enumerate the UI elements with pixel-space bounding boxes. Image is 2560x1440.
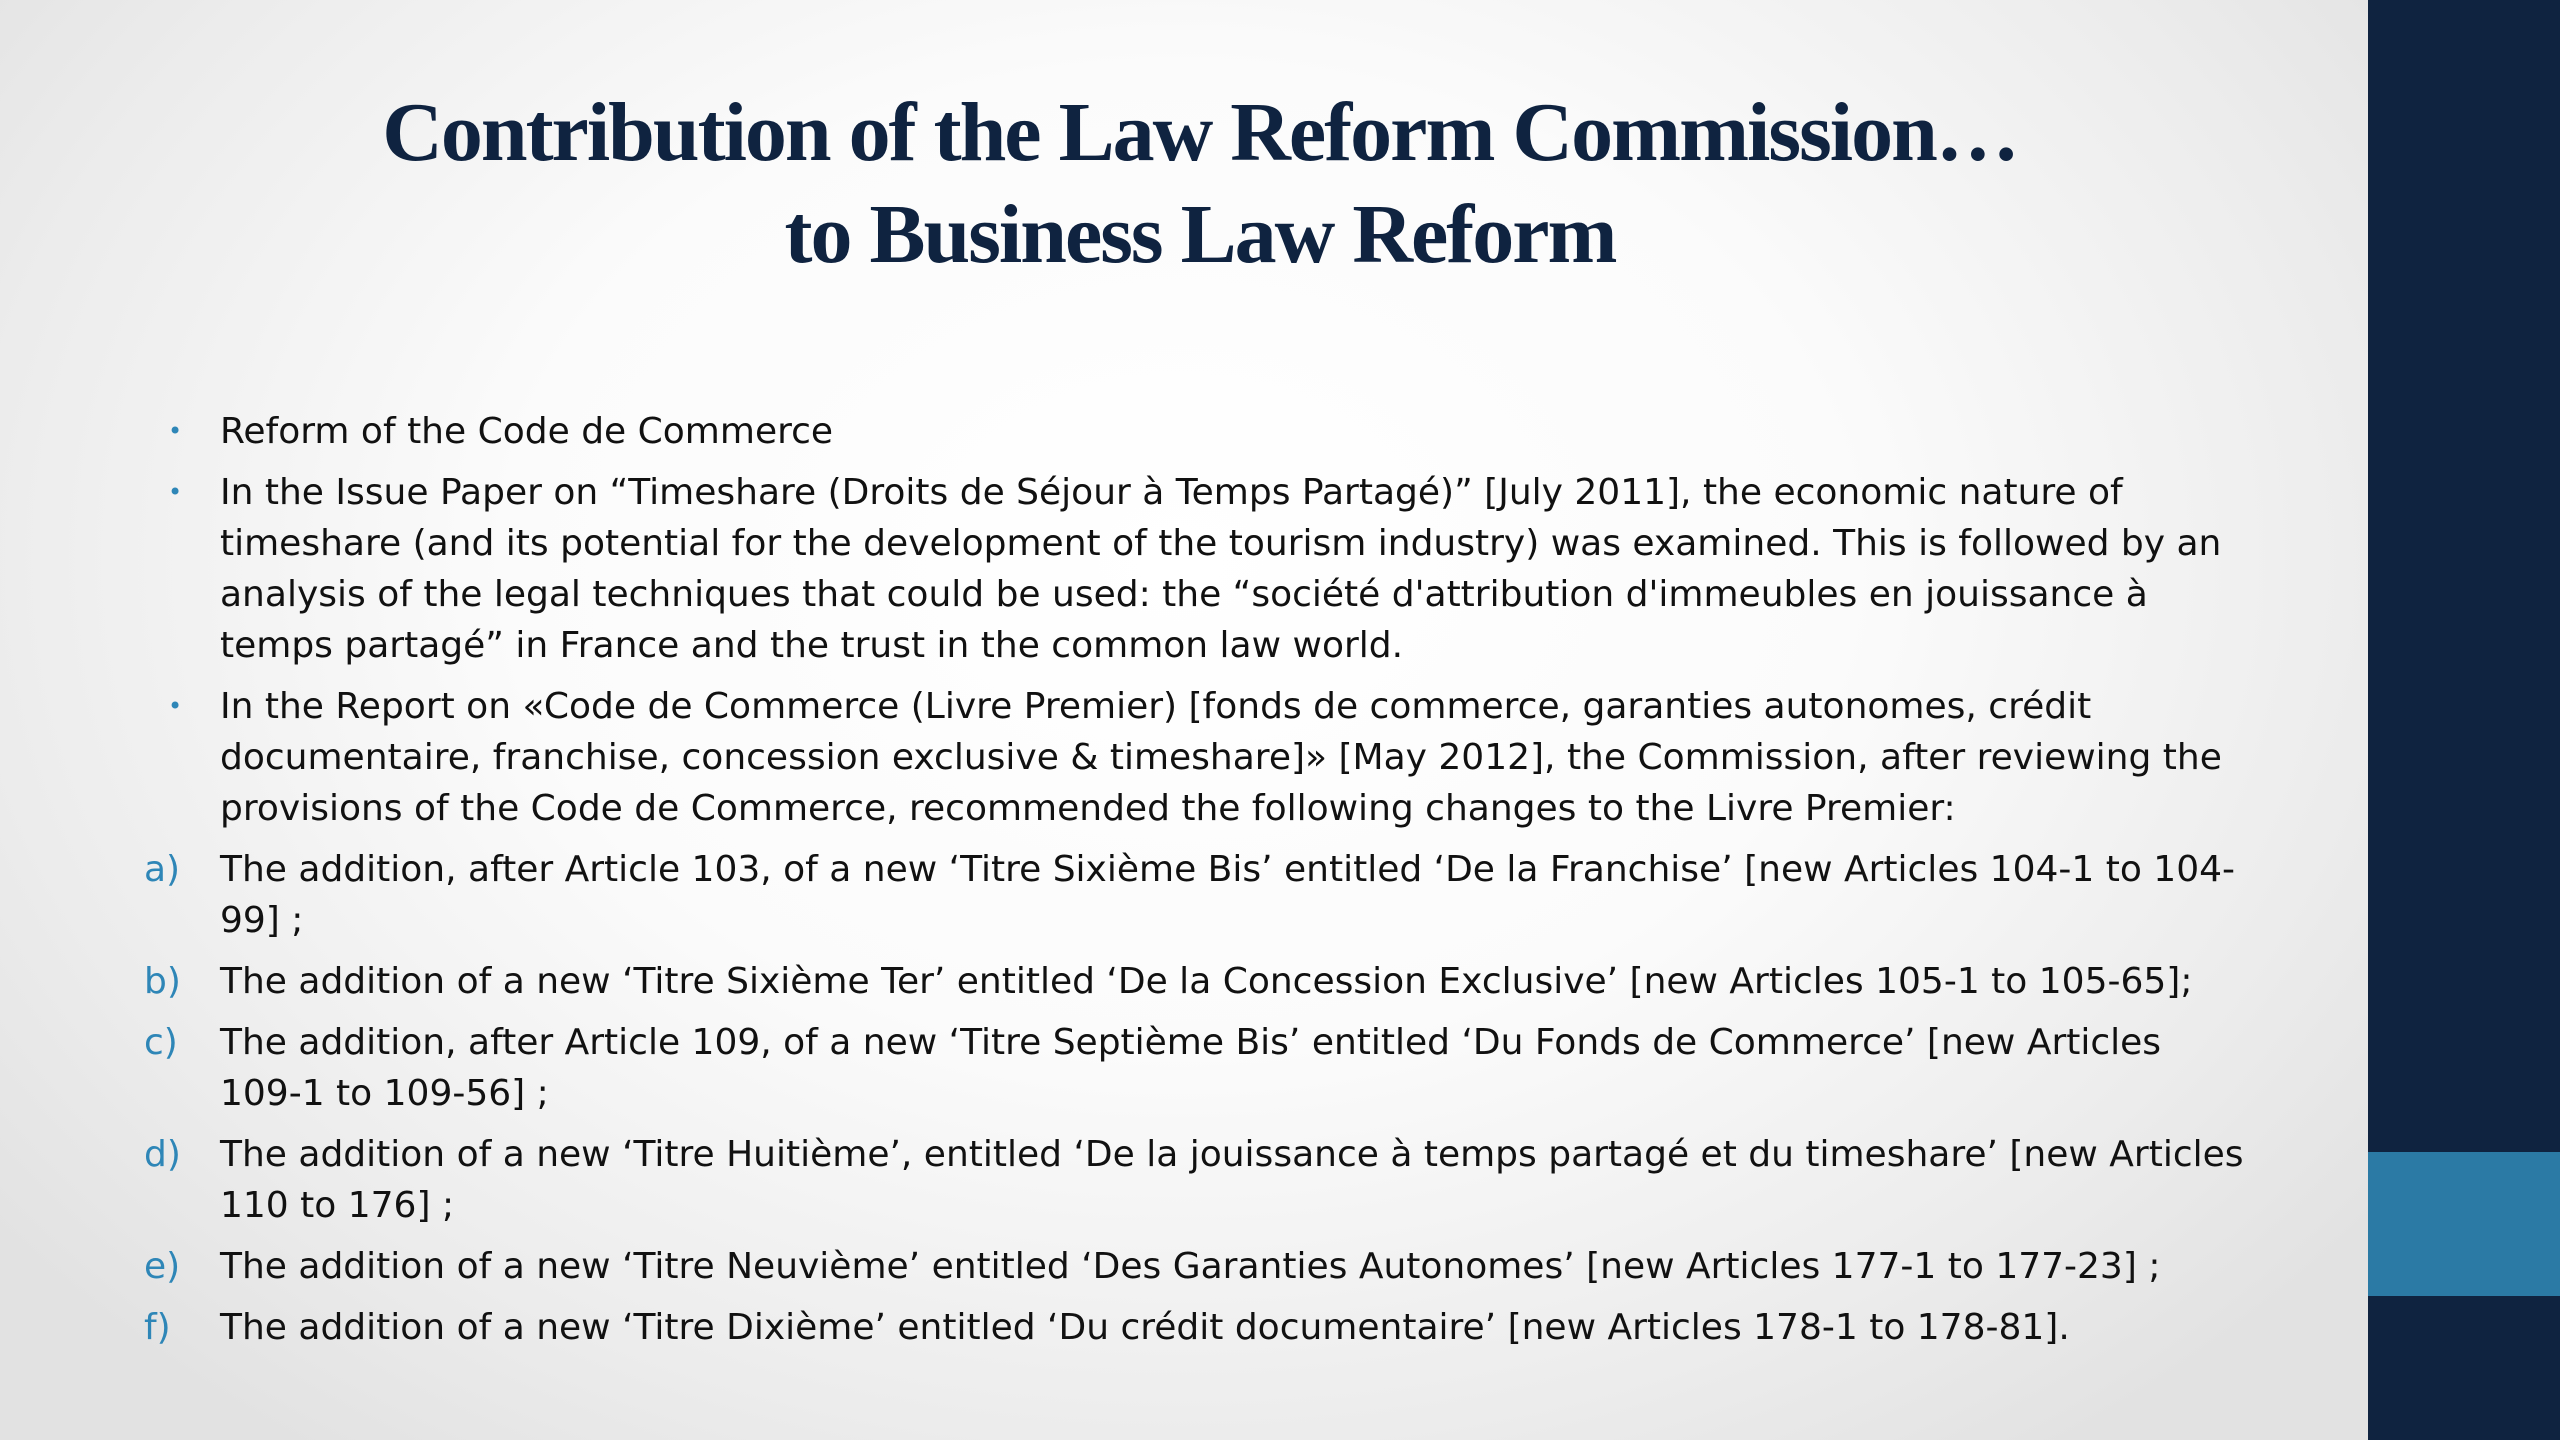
list-item xyxy=(144,956,2244,1007)
title-line-2: to Business Law Reform xyxy=(784,188,1616,281)
side-accent xyxy=(2368,1152,2560,1296)
bullet-marker: • xyxy=(168,692,183,720)
bullet-marker: • xyxy=(168,417,183,445)
title-line-1: Contribution of the Law Reform Commission… xyxy=(382,86,2018,179)
slide-title xyxy=(80,82,2320,286)
list-item xyxy=(144,1129,2244,1231)
letter-marker: e) xyxy=(144,1246,181,1287)
letter-marker: b) xyxy=(144,961,181,1002)
slide-content xyxy=(144,406,2244,1363)
list-item xyxy=(144,406,2244,457)
letter-marker: d) xyxy=(144,1134,181,1175)
list-item xyxy=(144,1241,2244,1292)
letter-marker: a) xyxy=(144,849,181,890)
list-item-text: The addition of a new ‘Titre Sixième Ter’ entitled ‘De la Concession Exclusive’ [new Articles 105-1 to 105-65]; xyxy=(220,961,2193,1002)
list-item-text: The addition of a new ‘Titre Dixième’ entitled ‘Du crédit documentaire’ [new Articles 178-1 to 178-81]. xyxy=(220,1307,2070,1348)
list-item-text: The addition, after Article 103, of a new ‘Titre Sixième Bis’ entitled ‘De la Franchise’ [new Articles 104-1 to 104-99] ; xyxy=(220,849,2235,941)
list-item-text: The addition of a new ‘Titre Huitième’, entitled ‘De la jouissance à temps partagé et du timeshare’ [new Articles 110 to 176] ; xyxy=(220,1134,2244,1226)
list-item-text: The addition, after Article 109, of a new ‘Titre Septième Bis’ entitled ‘Du Fonds de Commerce’ [new Articles 109-1 to 109-56] ; xyxy=(220,1022,2162,1114)
list-item xyxy=(144,1302,2244,1353)
bullet-marker: • xyxy=(168,478,183,506)
list-item-text: In the Issue Paper on “Timeshare (Droits de Séjour à Temps Partagé)” [July 2011], the economic nature of timeshare (and its potential for the development of the tourism industry) was examined. This is followed by an analysis of the legal techniques that could be used: the “société d'attribution d'immeubles en jouissance à temps partagé” in France and the trust in the common law world. xyxy=(220,472,2222,666)
list-item-text: In the Report on «Code de Commerce (Livre Premier) [fonds de commerce, garanties autonomes, crédit documentaire, franchise, concession exclusive & timeshare]» [May 2012], the Commission, after reviewing the provisions of the Code de Commerce, recommended the following changes to the Livre Premier: xyxy=(220,686,2222,829)
list-item xyxy=(144,1017,2244,1119)
list-item xyxy=(144,844,2244,946)
list-item xyxy=(144,467,2244,671)
list-item-text: The addition of a new ‘Titre Neuvième’ entitled ‘Des Garanties Autonomes’ [new Articles 177-1 to 177-23] ; xyxy=(220,1246,2161,1287)
letter-marker: f) xyxy=(144,1307,171,1348)
list-item-text: Reform of the Code de Commerce xyxy=(220,411,834,452)
letter-marker: c) xyxy=(144,1022,178,1063)
list-item xyxy=(144,681,2244,834)
